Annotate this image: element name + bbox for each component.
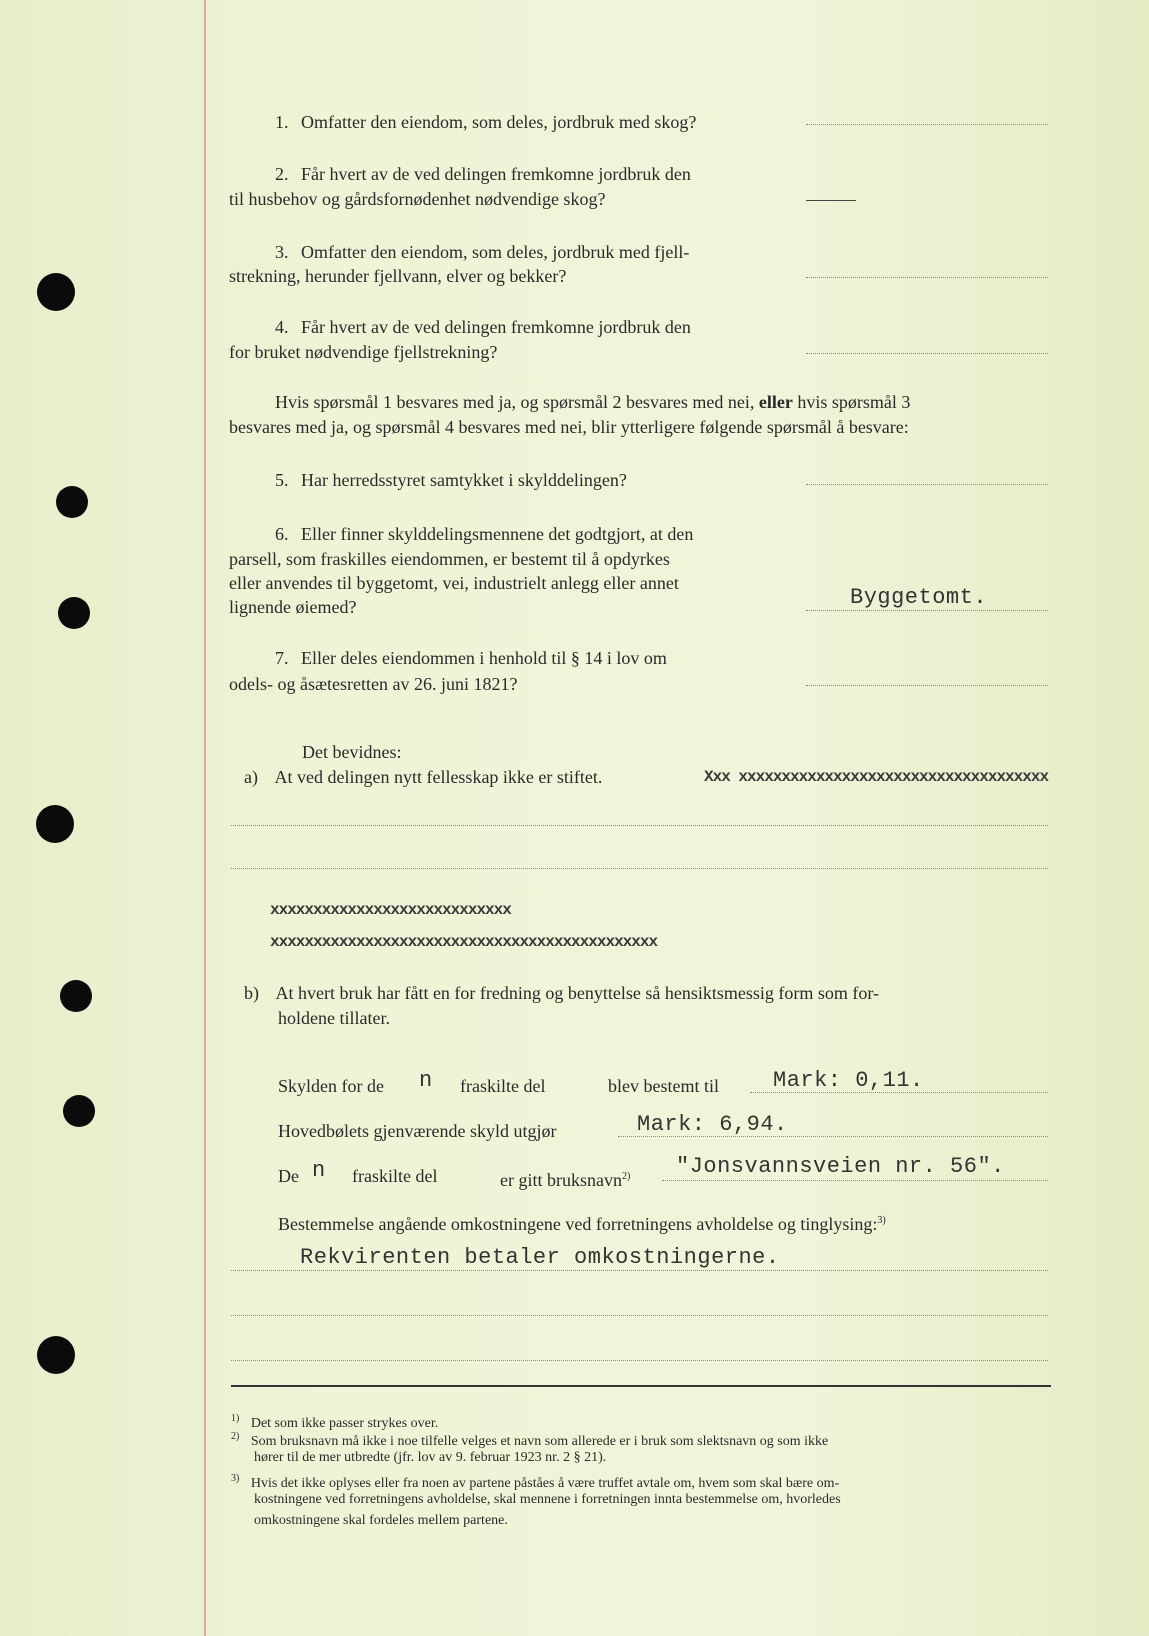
bruksnavn-value: "Jonsvannsveien nr. 56". [676,1154,1005,1179]
omkost-label: Bestemmelse angående omkostningene ved forretningens avholdelse og tinglysing:$^{3)}$ [278,1214,886,1234]
bruksnavn-n: n [312,1158,326,1183]
bruksnavn-p1: De [278,1166,299,1186]
question-number: 1. [275,112,289,132]
question-5: 5. Har herredsstyret samtykket i skylddelingen? [275,470,627,490]
answer-line-3 [806,277,1048,278]
skyld-value: Mark: 0,11. [773,1068,924,1093]
answer-line-2 [806,200,856,201]
question-4-line2: for bruket nødvendige fjellstrekning? [229,342,498,362]
struck-text-line2: xxxxxxxxxxxxxxxxxxxxxxxxxxxxxxxxxxxxxxxxxxxxx [270,933,658,951]
skyld-n: n [419,1068,433,1093]
answer-line-4 [806,353,1048,354]
omkost-line-1 [231,1270,1048,1271]
question-6-line3: eller anvendes til byggetomt, vei, industrielt anlegg eller annet [229,573,679,593]
bruksnavn-line [662,1180,1048,1181]
bevidnes-b: b) At hvert bruk har fått en for fredning og benyttelse så hensiktsmessig form som for- [244,983,879,1003]
punch-hole [58,597,90,629]
omkost-line-3 [231,1360,1048,1361]
question-6: 6. Eller finner skylddelingsmennene det godtgjort, at den [275,524,694,544]
question-7: 7. Eller deles eiendommen i henhold til § 14 i lov om [275,648,667,668]
blank-line-a1 [231,825,1048,826]
question-7-line2: odels- og åsætesretten av 26. juni 1821? [229,674,518,694]
condition-line-1: Hvis spørsmål 1 besvares med ja, og spørsmål 2 besvares med nei, eller hvis spørsmål 3 [275,392,911,412]
skyld-p1: Skylden for de [278,1076,384,1096]
answer-line-1 [806,124,1048,125]
skyld-p2: fraskilte del [460,1076,546,1096]
skyld-line [750,1092,1048,1093]
footnote-2: $^{2)}$ Som bruksnavn må ikke i noe tilfelle velges et navn som allerede er i bruk som slektsnavn og som ikke [231,1431,829,1449]
skyld-p3: blev bestemt til [608,1076,719,1096]
condition-line-2: besvares med ja, og spørsmål 4 besvares med nei, blir ytterligere følgende spørsmål å besvare: [229,417,909,437]
punch-hole [56,486,88,518]
bevidnes-heading: Det bevidnes: [302,742,402,762]
question-1 [275,110,696,135]
hoved-label: Hovedbølets gjenværende skyld utgjør [278,1121,557,1141]
answer-line-6 [806,610,1048,611]
hoved-value: Mark: 6,94. [637,1112,788,1137]
punch-hole [60,980,92,1012]
bruksnavn-p2: fraskilte del [352,1166,438,1186]
punch-hole [37,1336,75,1374]
answer-6-typed: Byggetomt. [850,585,988,610]
struck-text-a: Xxx xxxxxxxxxxxxxxxxxxxxxxxxxxxxxxxxxxxx [704,768,1049,786]
footnote-3-line2: kostningene ved forretningens avholdelse, skal mennene i forretningen innta bestemmelse om, hvorledes [254,1492,841,1507]
answer-line-7 [806,685,1048,686]
footnote-3: $^{3)}$ Hvis det ikke oplyses eller fra noen av partene påståes å være truffet avtale om, hvem som skal bære om- [231,1473,840,1491]
question-3-line2: strekning, herunder fjellvann, elver og bekker? [229,266,567,286]
punch-hole [36,805,74,843]
question-2-line2: til husbehov og gårdsfornødenhet nødvendige skog? [229,189,606,209]
omkost-value: Rekvirenten betaler omkostningerne. [300,1245,780,1270]
footnote-separator [231,1385,1051,1387]
omkost-line-2 [231,1315,1048,1316]
struck-text-line1: xxxxxxxxxxxxxxxxxxxxxxxxxxxx [270,901,511,919]
answer-line-5 [806,484,1048,485]
margin-line [204,0,206,1636]
blank-line-a2 [231,868,1048,869]
footnote-2-line2: hører til de mer utbredte (jfr. lov av 9. februar 1923 nr. 2 § 21). [254,1450,607,1465]
footnote-1: $^{1)}$ Det som ikke passer strykes over. [231,1413,439,1431]
footnote-3-line3: omkostningene skal fordeles mellem partene. [254,1513,508,1528]
bruksnavn-p3: er gitt bruksnavn$^{2)}$ [500,1170,631,1190]
punch-hole [37,273,75,311]
question-3: 3. Omfatter den eiendom, som deles, jordbruk med fjell- [275,242,690,262]
hoved-line [618,1136,1048,1137]
question-2: 2. Får hvert av de ved delingen fremkomne jordbruk den [275,164,691,184]
punch-hole [63,1095,95,1127]
question-6-line2: parsell, som fraskilles eiendommen, er bestemt til å opdyrkes [229,549,670,569]
question-6-line4: lignende øiemed? [229,597,357,617]
bevidnes-b-line2: holdene tillater. [278,1008,390,1028]
question-4: 4. Får hvert av de ved delingen fremkomne jordbruk den [275,317,691,337]
question-text: Omfatter den eiendom, som deles, jordbruk med skog? [301,112,697,132]
bevidnes-a: a) At ved delingen nytt fellesskap ikke er stiftet. [244,767,603,787]
